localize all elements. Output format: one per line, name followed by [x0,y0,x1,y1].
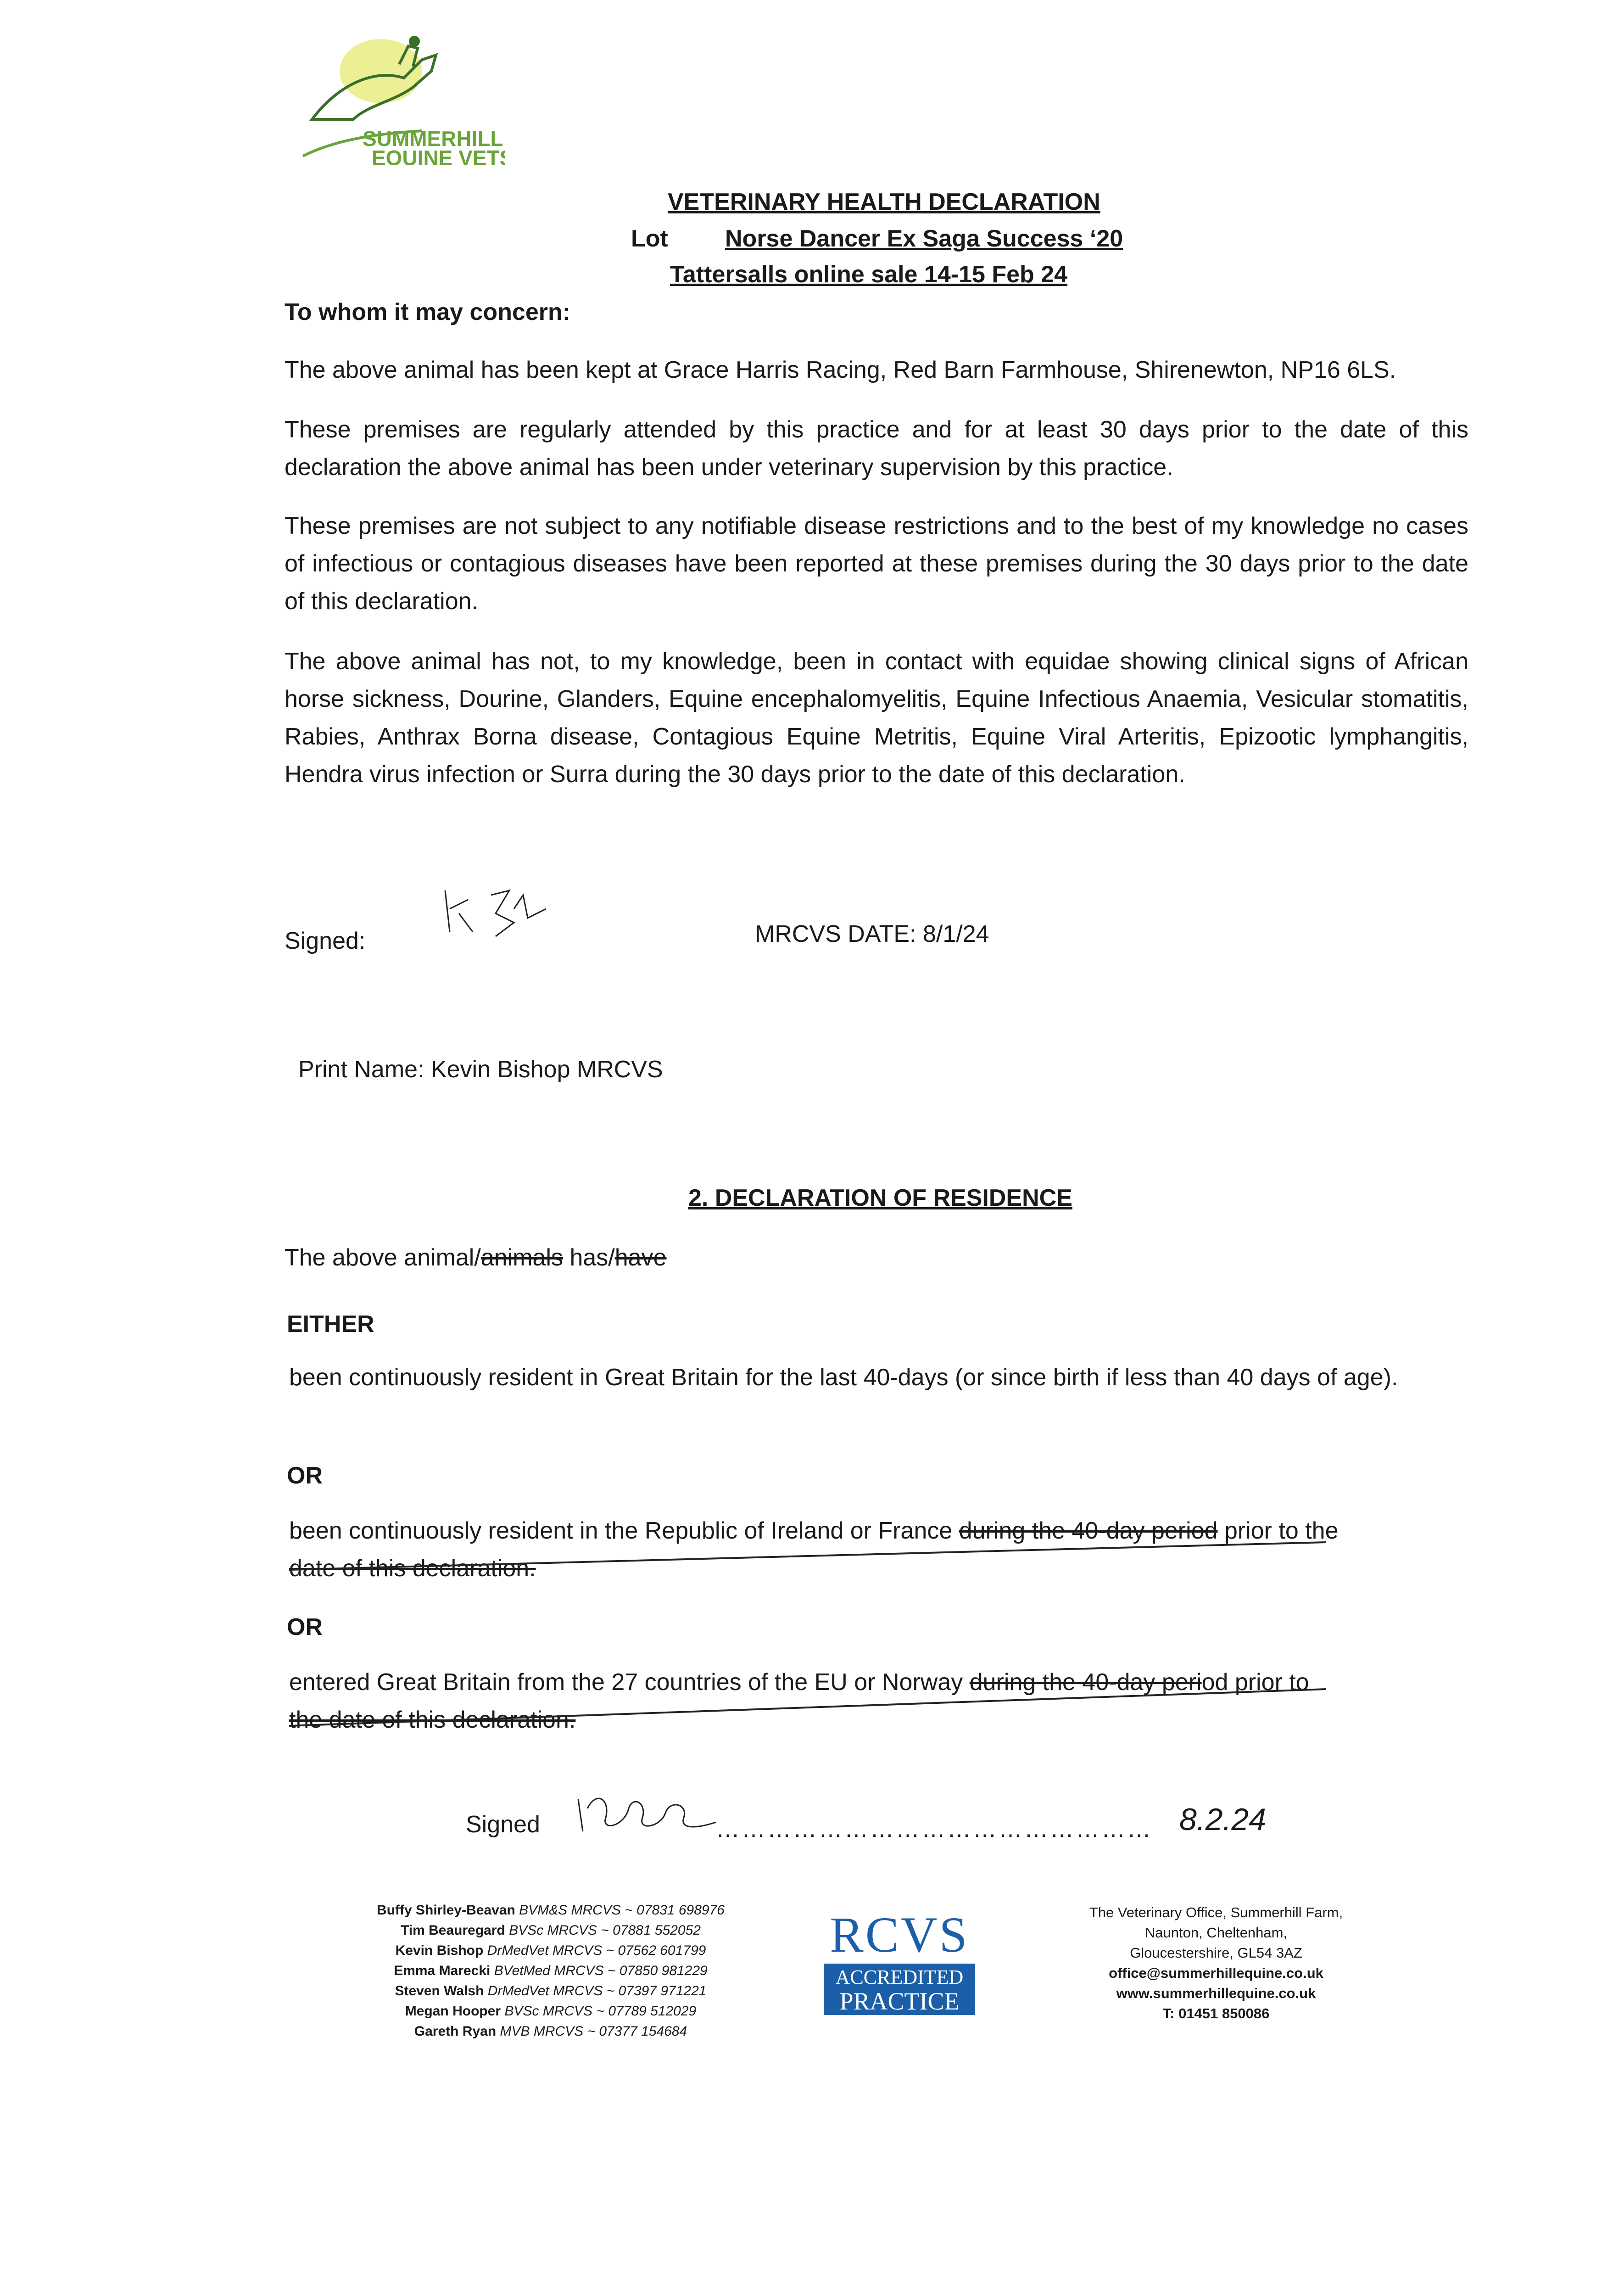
address-line: Gloucestershire, GL54 3AZ [1130,1945,1302,1961]
vet-row: Emma Marecki BVetMed MRCVS ~ 07850 981229 [394,1963,708,1978]
signature-mark-2 [569,1781,725,1841]
rcvs-badge-line1: ACCREDITED [835,1966,964,1988]
signed-label-2: Signed [466,1811,540,1838]
option2-text-b: prior to the [1217,1517,1339,1544]
practice-address [1055,1903,1377,2024]
vets-list [321,1900,780,2042]
intro-text-a: The above animal/ [285,1244,481,1271]
option2-text-a: been continuously resident in the Republic of Ireland or France [289,1517,959,1544]
option-great-britain: been continuously resident in Great Britain for the last 40-days (or since birth if less than 40 days of age). [289,1364,1398,1391]
signature-date: 8.2.24 [1179,1802,1267,1837]
address-line: Naunton, Cheltenham, [1144,1925,1288,1941]
intro-struck-animals: animals [480,1244,563,1271]
or-label-2: OR [287,1614,323,1640]
option3-text-b: od prior to [1201,1669,1309,1696]
practice-website[interactable]: www.summerhillequine.co.uk [1116,1985,1316,2001]
paragraph-attended: These premises are regularly attended by this practice and for at least 30 days prior to the date of this declaration the above animal has been under veterinary supervision by this practice. [285,416,1468,481]
option2-struck: during the 40-day period [959,1517,1218,1544]
paragraph-contact: The above animal has not, to my knowledge, been in contact with equidae showing clinical signs of African horse sickness, Dourine, Glanders, Equine encephalomyelitis, Equine Infectious Anaemia, Vesicular stomatitis, Rabies, Anthrax Borna disease, Contagious Equine Metritis, Equine Viral Arteritis, Epizootic lymphangitis, Hendra virus infection or Surra during the 30 days prior to the date of this declaration. [285,648,1468,788]
vet-row: Buffy Shirley-Beavan BVM&S MRCVS ~ 07831 698976 [377,1903,725,1918]
signature-dots: …………………………………………… [716,1816,1153,1842]
option3-struck: during the 40-day peri [969,1669,1202,1696]
option2-line2: date of this declaration. [289,1555,536,1582]
vet-row: Gareth Ryan MVB MRCVS ~ 07377 154684 [414,2024,687,2039]
paragraph-kept-at: The above animal has been kept at Grace Harris Racing, Red Barn Farmhouse, Shirenewton, NP16 6LS. [285,357,1396,383]
rcvs-badge [824,1964,975,2015]
sale-name: Tattersalls online sale 14-15 Feb 24 [670,261,1068,288]
address-line: The Veterinary Office, Summerhill Farm, [1089,1904,1343,1920]
practice-phone: T: 01451 850086 [1162,2005,1270,2021]
logo-text-line2: EQUINE VETS [372,146,505,165]
signed-label: Signed: [285,928,366,954]
vet-row: Tim Beauregard BVSc MRCVS ~ 07881 552052 [401,1923,701,1938]
rcvs-logo-text: RCVS [830,1907,969,1963]
vet-row: Kevin Bishop DrMedVet MRCVS ~ 07562 601799 [395,1943,706,1958]
residence-intro [285,1244,667,1271]
horse-jumper-icon [285,28,505,165]
paragraph-restrictions: These premises are not subject to any notifiable disease restrictions and to the best of my knowledge no cases of infectious or contagious diseases have been reported at these premises during the 30 days prior to the date of this declaration. [285,513,1468,615]
print-name: Print Name: Kevin Bishop MRCVS [298,1056,663,1083]
signature-mark [436,881,564,946]
rcvs-badge-line2: PRACTICE [839,1987,960,2015]
rcvs-accredited-logo [824,1909,975,2020]
option3-text-a: entered Great Britain from the 27 countries of the EU or Norway [289,1669,970,1696]
either-label: EITHER [287,1311,374,1338]
intro-text-b: has/ [563,1244,615,1271]
document-title: VETERINARY HEALTH DECLARATION [668,189,1100,215]
lot-value: Norse Dancer Ex Saga Success ‘20 [725,225,1123,252]
strike-line-1 [285,1538,1331,1574]
logo-text-line1: SUMMERHILL [363,127,503,151]
mrcvs-date: MRCVS DATE: 8/1/24 [755,921,989,947]
salutation: To whom it may concern: [285,299,571,325]
option3-line2: the date of this declaration. [289,1707,576,1733]
practice-email[interactable]: office@summerhillequine.co.uk [1109,1965,1323,1981]
practice-logo [285,28,505,165]
vet-row: Steven Walsh DrMedVet MRCVS ~ 07397 971221 [395,1983,707,1998]
lot-label: Lot [631,225,668,252]
residence-title: 2. DECLARATION OF RESIDENCE [688,1185,1072,1211]
strike-line-2 [285,1685,1331,1730]
vet-row: Megan Hooper BVSc MRCVS ~ 07789 512029 [405,2004,697,2019]
intro-struck-have: have [614,1244,667,1271]
or-label-1: OR [287,1462,323,1489]
